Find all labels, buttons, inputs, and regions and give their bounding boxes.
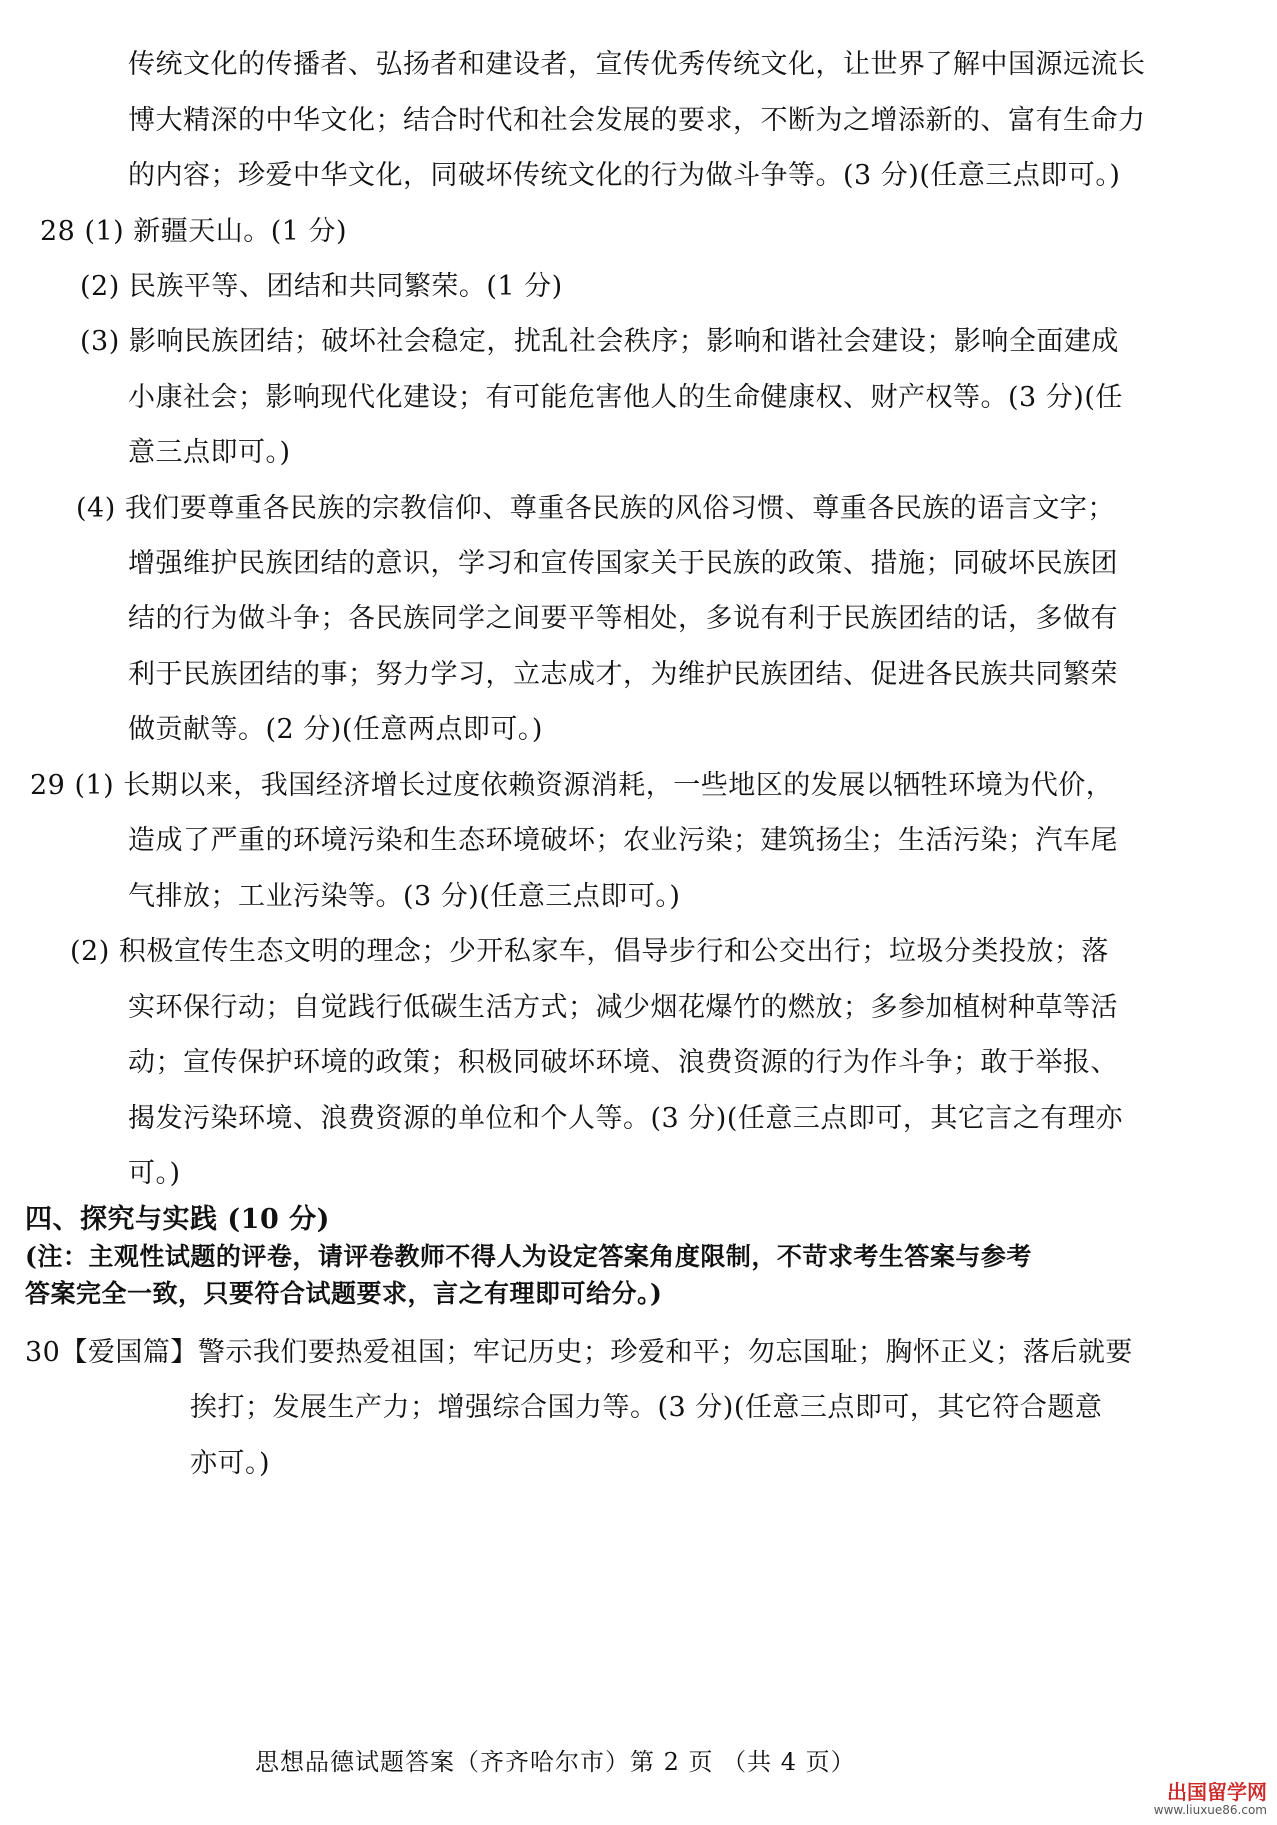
- text-line: 结的行为做斗争；各民族同学之间要平等相处，多说有利于民族团结的话，多做有: [128, 603, 1118, 634]
- question-29-2: (2) 积极宣传生态文明的理念；少开私家车，倡导步行和公交出行；垃圾分类投放；落: [70, 936, 1109, 967]
- question-30: 30【爱国篇】警示我们要热爱祖国；牢记历史；珍爱和平；勿忘国耻；胸怀正义；落后就要: [25, 1337, 1133, 1368]
- text-line: 实环保行动；自觉践行低碳生活方式；减少烟花爆竹的燃放；多参加植树种草等活: [128, 992, 1118, 1023]
- watermark-url: www.liuxue86.com: [1153, 1803, 1267, 1817]
- note-line: 答案完全一致，只要符合试题要求，言之有理即可给分。): [25, 1279, 663, 1308]
- text-line: 可。): [128, 1158, 181, 1189]
- text-line: 造成了严重的环境污染和生态环境破坏；农业污染；建筑扬尘；生活污染；汽车尾: [128, 825, 1118, 856]
- text-line: 气排放；工业污染等。(3 分)(任意三点即可。): [128, 881, 681, 912]
- question-28-2: (2) 民族平等、团结和共同繁荣。(1 分): [80, 271, 563, 302]
- question-29-1: 29 (1) 长期以来，我国经济增长过度依赖资源消耗，一些地区的发展以牺牲环境为代价，: [30, 770, 1114, 801]
- text-line: 亦可。): [190, 1448, 271, 1479]
- page-footer: 思想品德试题答案（齐齐哈尔市）第 2 页 （共 4 页）: [255, 1748, 856, 1776]
- question-28-4: (4) 我们要尊重各民族的宗教信仰、尊重各民族的风俗习惯、尊重各民族的语言文字；: [76, 493, 1115, 524]
- section-heading: 四、探究与实践 (10 分): [25, 1204, 330, 1235]
- text-line: 揭发污染环境、浪费资源的单位和个人等。(3 分)(任意三点即可，其它言之有理亦: [128, 1103, 1123, 1134]
- note-line: (注：主观性试题的评卷，请评卷教师不得人为设定答案角度限制，不苛求考生答案与参考: [25, 1242, 1032, 1271]
- watermark-logo: [1154, 1781, 1267, 1817]
- text-line: 挨打；发展生产力；增强综合国力等。(3 分)(任意三点即可，其它符合题意: [190, 1392, 1103, 1423]
- text-line: 增强维护民族团结的意识，学习和宣传国家关于民族的政策、措施；同破坏民族团: [128, 548, 1118, 579]
- text-line: 意三点即可。): [128, 437, 291, 468]
- text-line: 利于民族团结的事；努力学习，立志成才，为维护民族团结、促进各民族共同繁荣: [128, 659, 1118, 690]
- question-28-3: (3) 影响民族团结；破坏社会稳定，扰乱社会秩序；影响和谐社会建设；影响全面建成: [80, 326, 1119, 357]
- text-line: 传统文化的传播者、弘扬者和建设者，宣传优秀传统文化，让世界了解中国源远流长: [128, 49, 1146, 80]
- text-line: 博大精深的中华文化；结合时代和社会发展的要求，不断为之增添新的、富有生命力: [128, 105, 1146, 136]
- text-line: 做贡献等。(2 分)(任意两点即可。): [128, 714, 543, 745]
- text-line: 动；宣传保护环境的政策；积极同破坏环境、浪费资源的行为作斗争；敢于举报、: [128, 1047, 1118, 1078]
- question-28-1: 28 (1) 新疆天山。(1 分): [40, 216, 348, 247]
- watermark-title: 出国留学网: [1167, 1780, 1267, 1804]
- text-line: 小康社会；影响现代化建设；有可能危害他人的生命健康权、财产权等。(3 分)(任: [128, 382, 1123, 413]
- text-line: 的内容；珍爱中华文化，同破坏传统文化的行为做斗争等。(3 分)(任意三点即可。): [128, 160, 1121, 191]
